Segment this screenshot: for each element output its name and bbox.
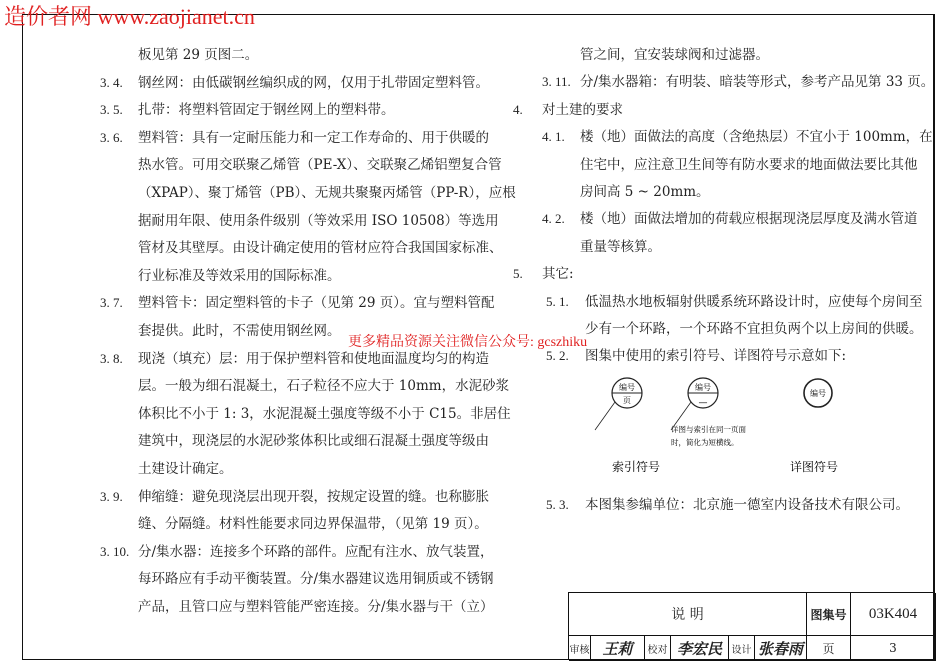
check-signature: 李宏民 [671, 636, 729, 661]
text-line: 楼（地）面做法的高度（含绝热层）不宜小于 100mm，在 [580, 129, 933, 146]
text-line: 套提供。此时，不需使用钢丝网。 [138, 323, 341, 339]
svg-text:编号: 编号 [695, 383, 711, 392]
watermark-middle: 更多精品资源关注微信公众号: gcszhiku [348, 335, 588, 350]
item-number: 3. 7. [100, 295, 123, 311]
text-line: 土建设计确定。 [138, 461, 233, 477]
text-line: 伸缩缝：避免现浇层出现开裂，按规定设置的缝。也称膨胀 [138, 488, 489, 505]
text-line: 现浇（填充）层：用于保护塑料管和使地面温度均匀的构造 [138, 350, 489, 367]
item-number: 3. 5. [100, 102, 123, 118]
text-line: 低温热水地板辐射供暖系统环路设计时，应使每个房间至 [585, 293, 923, 310]
text-line: 板见第 29 页图二。 [138, 47, 259, 63]
text-line: （XPAP）、聚丁烯管（PB）、无规共聚聚丙烯管（PP-R），应根 [138, 185, 516, 201]
symbol-diagram [540, 370, 860, 480]
item-number: 5. [513, 266, 523, 282]
text-line: 图集中使用的索引符号、详图符号示意如下: [585, 348, 847, 365]
review-signature: 王莉 [591, 636, 645, 661]
text-line: 钢丝网：由低碳钢丝编织成的网，仅用于扎带固定塑料管。 [138, 74, 489, 91]
title-cell: 说 明 [569, 593, 807, 636]
text-line: 扎带：将塑料管固定于钢丝网上的塑料带。 [138, 102, 395, 119]
item-number: 5. 1. [546, 293, 569, 309]
text-line: 每环路应有手动平衡装置。分/集水器建议选用铜质或不锈钢 [138, 571, 494, 588]
title-block [568, 592, 935, 660]
text-line: 层。一般为细石混凝土，石子粒径不应大于 10mm，水泥砂浆 [138, 378, 510, 395]
index-symbol-simplified [671, 378, 718, 430]
item-number: 3. 4. [100, 74, 123, 90]
svg-text:—: — [698, 398, 708, 408]
text-line: 住宅中，应注意卫生间等有防水要求的地面做法要比其他 [580, 156, 918, 173]
index-symbol-top: 编号 [619, 383, 635, 392]
item-number: 5. 3. [546, 497, 569, 512]
index-symbol [595, 378, 642, 430]
text-line: 分/集水器箱：有明装、暗装等形式，参考产品见第 33 页。 [580, 74, 935, 91]
text-line: 塑料管卡：固定塑料管的卡子（见第 29 页）。宜与塑料管配 [138, 295, 495, 312]
item-number: 3. 8. [100, 350, 123, 366]
review-label: 审核 [569, 636, 591, 661]
text-line: 房间高 5 ~ 20mm。 [580, 184, 710, 200]
svg-text:编号: 编号 [810, 389, 826, 398]
check-label: 校对 [645, 636, 671, 661]
item-number: 3. 11. [542, 74, 571, 90]
page-number: 3 [851, 636, 936, 661]
atlas-label: 图集号 [807, 593, 851, 636]
text-line: 其它: [542, 266, 574, 283]
item-number: 3. 6. [100, 129, 123, 145]
design-label: 设计 [729, 636, 755, 661]
item-number: 4. 1. [542, 129, 565, 145]
text-line: 热水管。可用交联聚乙烯管（PE-X）、交联聚乙烯铝塑复合管 [138, 157, 502, 174]
text-line: 产品，且管口应与塑料管能严密连接。分/集水器与干（立） [138, 599, 494, 615]
text-line: 少有一个环路，一个环路不宜担负两个以上房间的供暖。 [585, 321, 923, 337]
text-line: 对土建的要求 [542, 101, 623, 118]
atlas-number: 03K404 [851, 593, 936, 636]
item-number: 4. [513, 101, 523, 117]
diagram-note-1: 详图与索引在同一页面 [671, 425, 746, 434]
label-detail-symbol: 详图符号 [790, 460, 839, 474]
diagram-note-2: 时，简化为短横线。 [671, 438, 739, 447]
label-index-symbol: 索引符号 [612, 460, 661, 474]
text-line: 据耐用年限、使用条件级别（等效采用 ISO 10508）等选用 [138, 212, 499, 229]
watermark-top: 造价者网 www.zaojianet.cn [4, 4, 255, 29]
page-label: 页 [807, 636, 851, 661]
item-number: 3. 9. [100, 488, 123, 504]
item-number: 5. 2. [546, 348, 569, 364]
text-line: 行业标准及等效采用的国际标准。 [138, 267, 341, 284]
design-signature: 张春雨 [755, 636, 807, 661]
item-number: 4. 2. [542, 211, 565, 227]
text-line: 缝、分隔缝。材料性能要求同边界保温带，（见第 19 页）。 [138, 516, 488, 533]
text-line: 建筑中，现浇层的水泥砂浆体积比或细石混凝土强度等级由 [138, 433, 489, 450]
index-symbol-bottom: 页 [623, 396, 631, 405]
item-number: 3. 10. [100, 543, 130, 559]
detail-symbol [804, 379, 832, 407]
text-line: 管之间，宜安装球阀和过滤器。 [580, 47, 769, 63]
item-text: 本图集参编单位：北京施一德室内设备技术有限公司。 [585, 497, 909, 513]
text-line: 塑料管：具有一定耐压能力和一定工作寿命的、用于供暖的 [138, 129, 489, 146]
text-line: 楼（地）面做法增加的荷载应根据现浇层厚度及满水管道 [580, 211, 918, 228]
text-line: 管材及其壁厚。由设计确定使用的管材应符合我国国家标准、 [138, 240, 503, 257]
text-line: 体积比不小于 1: 3，水泥混凝土强度等级不小于 C15。非居住 [138, 405, 511, 422]
text-line: 分/集水器：连接多个环路的部件。应配有注水、放气装置， [138, 543, 494, 560]
text-line: 重量等核算。 [580, 238, 661, 255]
